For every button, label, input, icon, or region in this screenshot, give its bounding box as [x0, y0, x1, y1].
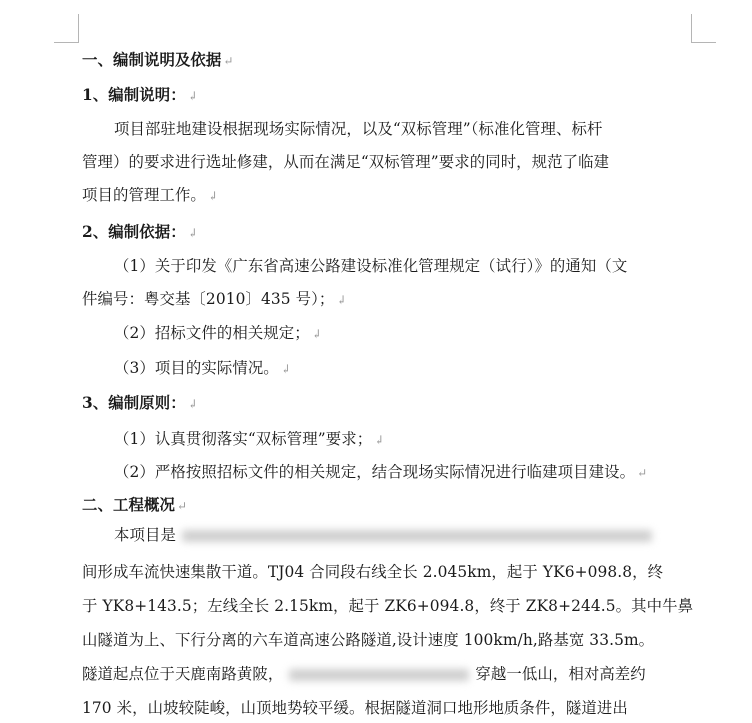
paragraph-line: 本项目是 — [114, 524, 652, 546]
list-item: （2）招标文件的相关规定； ↲ — [114, 324, 322, 342]
subsection-heading: 3、编制原则： ↲ — [82, 394, 198, 412]
list-item: （3）项目的实际情况。 ↲ — [114, 359, 291, 377]
paragraph-line: 项目部驻地建设根据现场实际情况，以及“双标管理”（标准化管理、标杆 — [114, 120, 603, 138]
margin-corner-top-left — [78, 14, 79, 43]
paragraph-line: 间形成车流快速集散干道。TJ04 合同段右线全长 2.045km，起于 YK6+098.8，终 — [82, 563, 664, 581]
paragraph-line: 170 米，山坡较陡峻，山顶地势较平缓。根据隧道洞口地形地质条件，隧道进出 — [82, 699, 628, 717]
paragraph-line: 项目的管理工作。 ↲ — [82, 186, 219, 204]
redacted-text — [289, 669, 469, 681]
margin-corner-top-right — [692, 42, 716, 43]
list-item: 件编号：粤交基〔2010〕435 号）； ↲ — [82, 290, 347, 308]
margin-corner-top-left — [54, 42, 78, 43]
subsection-heading: 1、编制说明： ↲ — [82, 86, 198, 104]
margin-corner-top-right — [691, 14, 692, 43]
redacted-text — [182, 530, 652, 542]
section-heading: 二、工程概况 ↵ — [82, 496, 188, 514]
subsection-heading: 2、编制依据： ↲ — [82, 223, 198, 241]
list-item: （2）严格按照招标文件的相关规定，结合现场实际情况进行临建项目建设。 ↵ — [114, 463, 648, 481]
paragraph-line: 山隧道为上、下行分离的六车道高速公路隧道,设计速度 100km/h,路基宽 33.5m。 — [82, 631, 655, 649]
paragraph-line: 管理）的要求进行选址修建，从而在满足“双标管理”要求的同时，规范了临建 — [82, 153, 610, 171]
paragraph-line: 隧道起点位于天鹿南路黄陂， 穿越一低山，相对高差约 — [82, 665, 646, 683]
paragraph-line: 于 YK8+143.5；左线全长 2.15km，起于 ZK6+094.8，终于 ZK8+244.5。其中牛鼻 — [82, 597, 694, 615]
list-item: （1）认真贯彻落实“双标管理”要求； ↲ — [114, 430, 385, 448]
section-heading: 一、编制说明及依据 ↵ — [82, 51, 234, 69]
list-item: （1）关于印发《广东省高速公路建设标准化管理规定（试行）》的通知（文 — [114, 257, 628, 275]
